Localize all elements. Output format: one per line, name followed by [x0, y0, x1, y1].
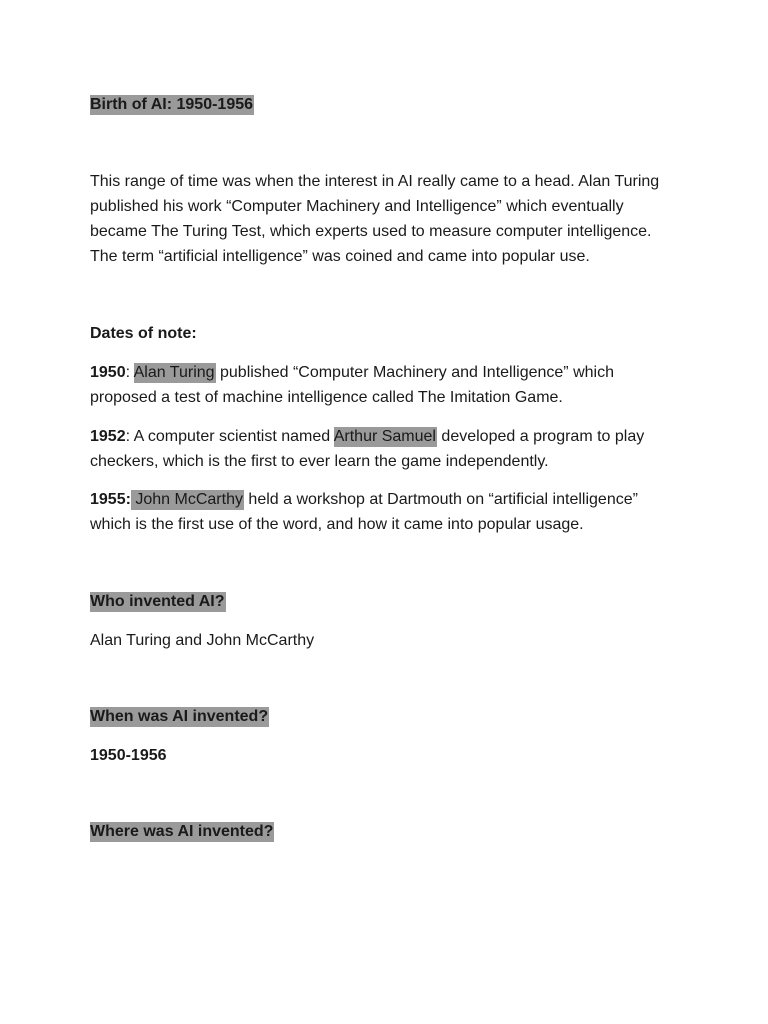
question-who-highlight: Who invented AI?	[90, 593, 225, 610]
date-year: 1952	[90, 428, 126, 445]
date-separator: :	[125, 428, 131, 445]
highlighted-name: Arthur Samuel	[333, 428, 436, 445]
answer-when: 1950-1956	[90, 747, 167, 764]
highlighted-name: John McCarthy	[130, 491, 243, 508]
question-when-highlight: When was AI invented?	[90, 708, 269, 725]
doc-title	[90, 92, 680, 117]
date-year: 1955	[90, 491, 126, 508]
dates-heading: Dates of note:	[90, 325, 197, 342]
date-separator: :	[125, 364, 131, 381]
doc-title-highlight: Birth of AI: 1950-1956	[90, 96, 254, 113]
date-text-after: held a workshop at Dartmouth on “artificial intelligence” which is the first use of the word, and how it came into popular usage.	[90, 491, 638, 533]
highlighted-name: Alan Turing	[133, 364, 215, 381]
question-where	[90, 819, 680, 844]
question-where-highlight: Where was AI invented?	[90, 823, 274, 840]
date-text-before: A computer scientist named	[130, 428, 334, 445]
date-year: 1950	[90, 364, 126, 381]
date-entry-1950	[90, 360, 680, 410]
intro-paragraph: This range of time was when the interest in AI really came to a head. Alan Turing published his work “Computer Machinery and Intelligence” which eventually became The Turing Test, which experts used to measure computer intelligence. The term “artificial intelligence” was coined and came into popular use.	[90, 173, 660, 265]
date-text-after: developed a program to play checkers, which is the first to ever learn the game independently.	[90, 428, 645, 470]
date-entry-1952	[90, 424, 680, 474]
date-entry-1955	[90, 487, 680, 537]
answer-who: Alan Turing and John McCarthy	[90, 632, 315, 649]
date-separator: :	[125, 491, 131, 508]
question-when	[90, 704, 680, 729]
date-text-after: published “Computer Machinery and Intelligence” which proposed a test of machine intelligence called The Imitation Game.	[90, 364, 614, 406]
question-who	[90, 589, 680, 614]
